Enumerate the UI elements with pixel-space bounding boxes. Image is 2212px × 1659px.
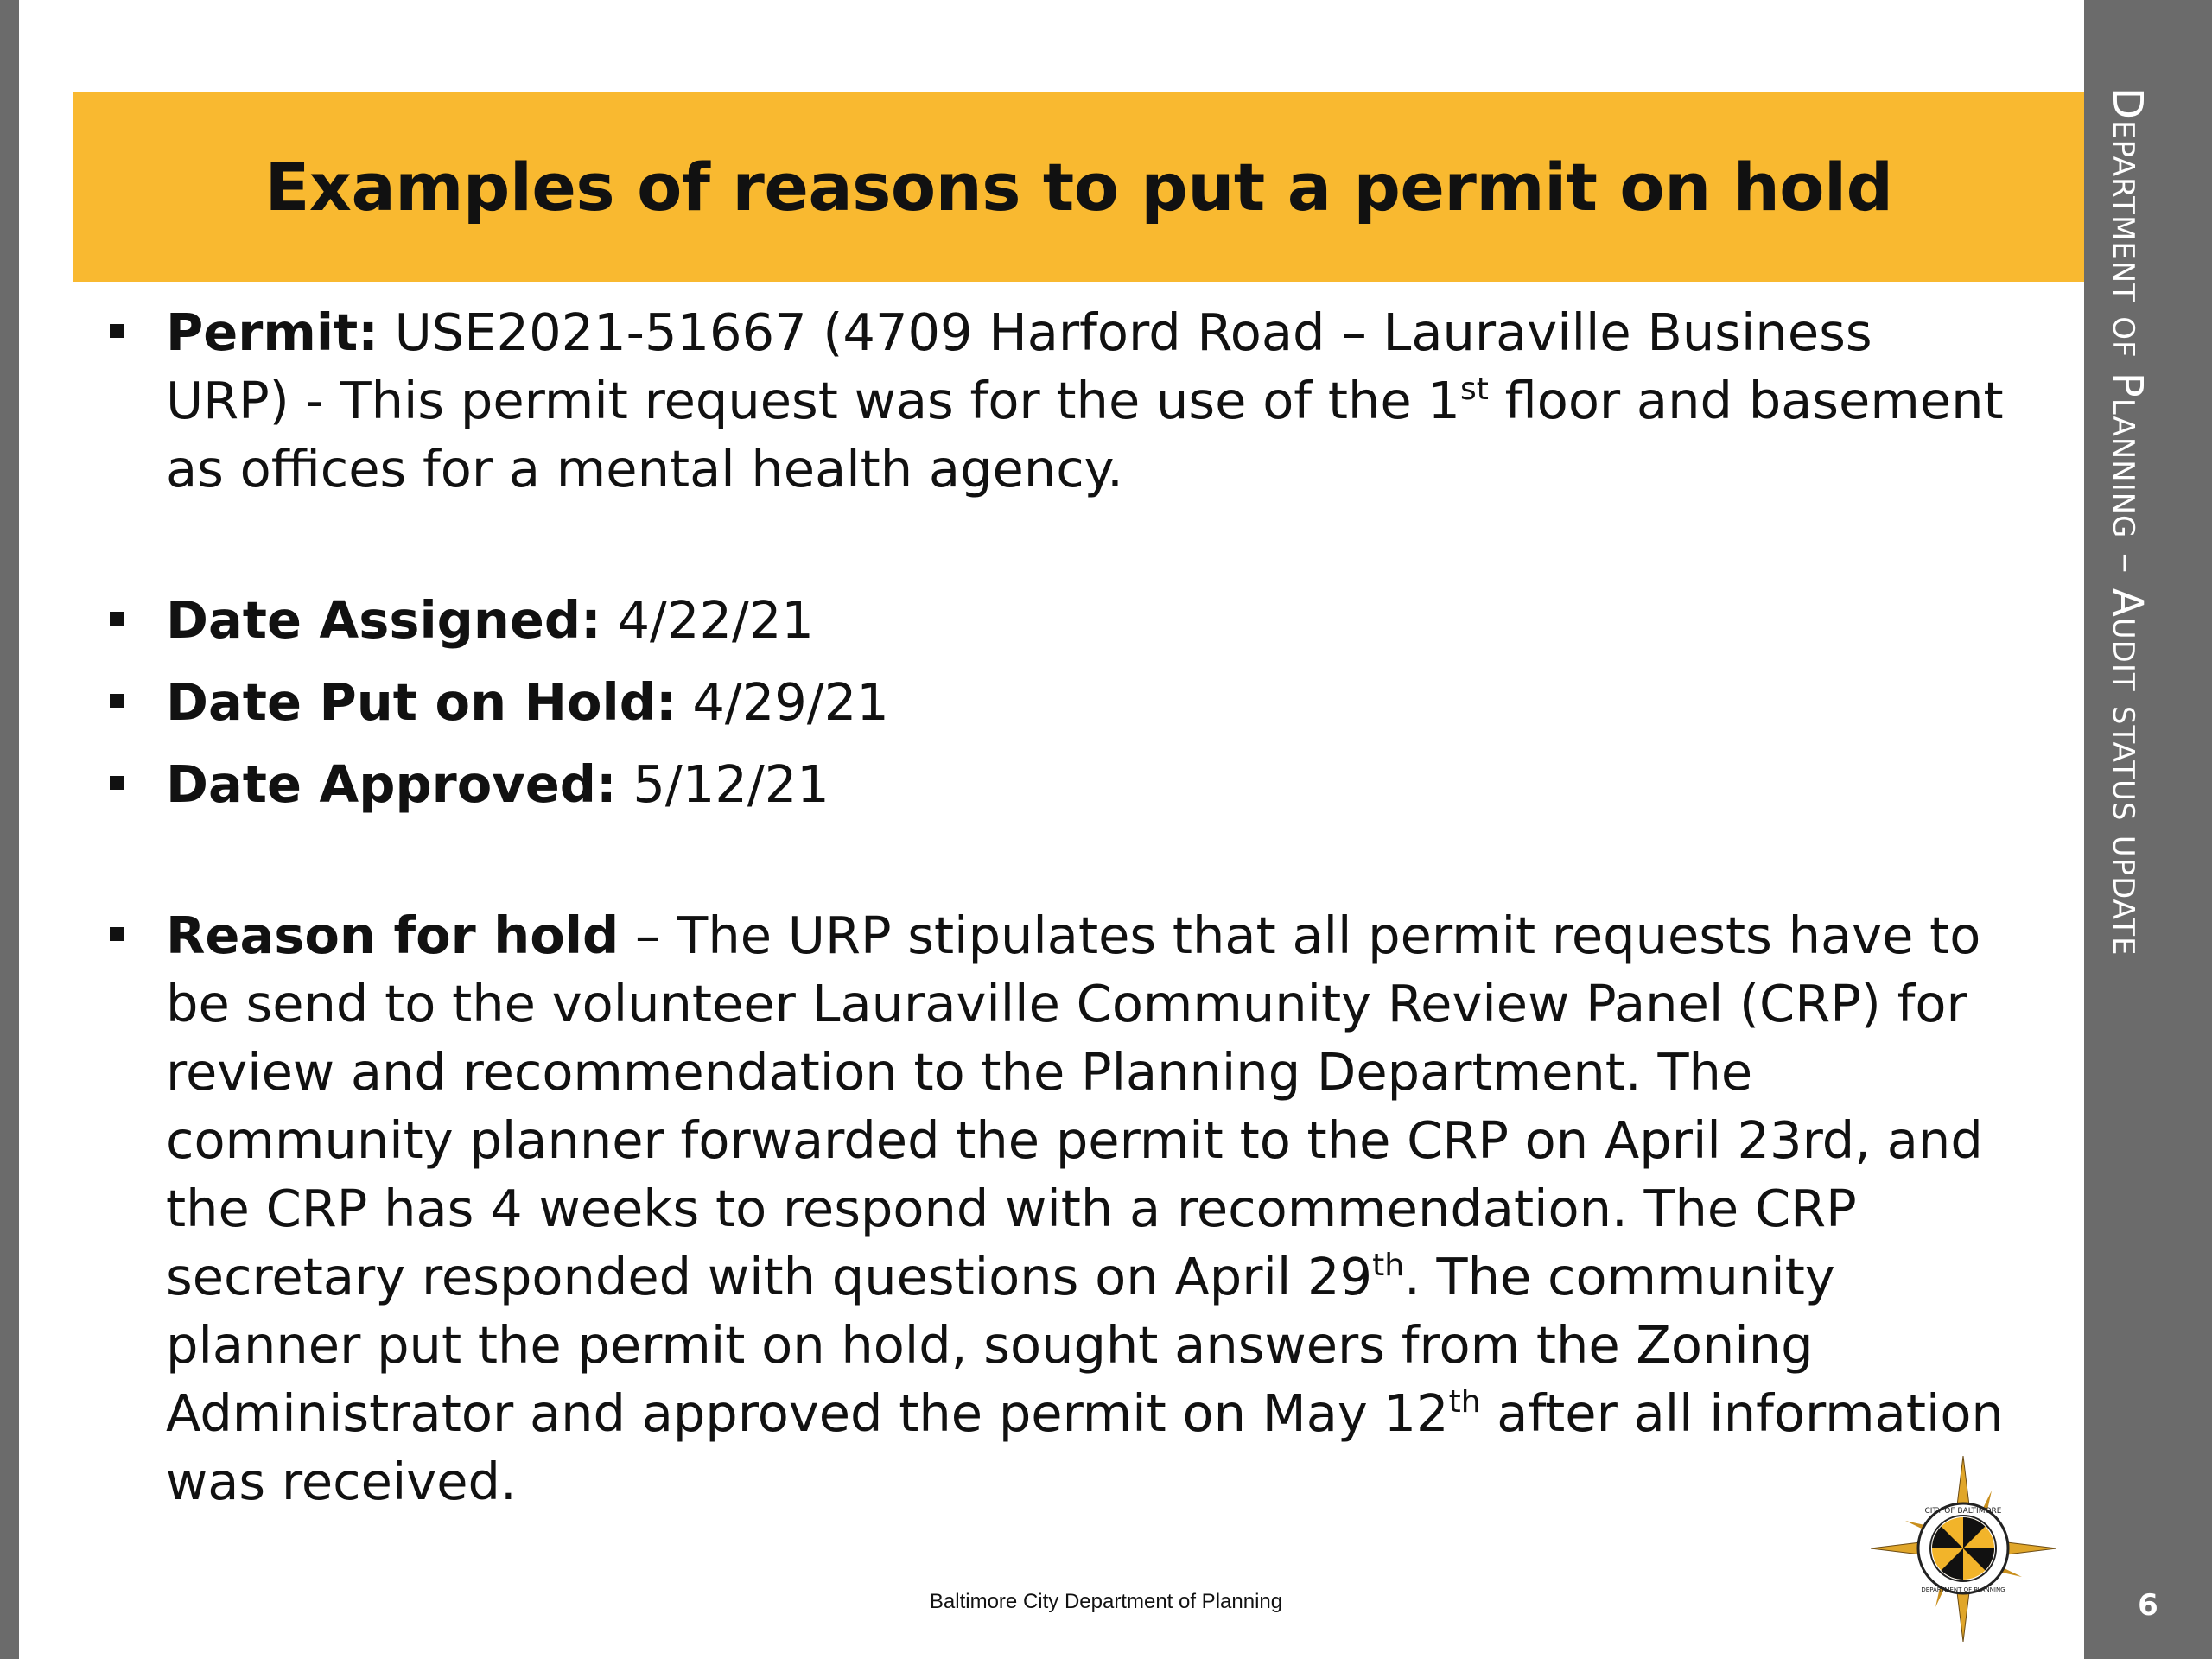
permit-text-b: floor and basement as offices for a mental health agency. bbox=[166, 371, 2004, 499]
permit-label: Permit: bbox=[166, 302, 378, 362]
permit-text-a: USE2021-51667 (4709 Harford Road – Lauraville Business URP) - This permit request was for the use of the 1 bbox=[166, 302, 1872, 430]
city-seal-compass-icon bbox=[1871, 1456, 2056, 1642]
side-title: Department of Planning – Audit status update bbox=[2103, 87, 2152, 957]
date-approved-value: 5/12/21 bbox=[616, 754, 830, 814]
title-bar bbox=[73, 92, 2084, 282]
footer-text: Baltimore City Department of Planning bbox=[929, 1590, 1283, 1613]
reason-label: Reason for hold bbox=[166, 906, 620, 965]
date-hold-value: 4/29/21 bbox=[676, 672, 889, 732]
svg-text:DEPARTMENT OF PLANNING: DEPARTMENT OF PLANNING bbox=[1921, 1586, 2005, 1593]
reason-sup-a: th bbox=[1372, 1248, 1405, 1283]
bullet-marker bbox=[110, 694, 124, 708]
reason-text-b: . The community planner put the permit on hold, sought answers from the Zoning Administrator and approved the permit on May 12 bbox=[166, 1247, 1835, 1443]
bullet-date-approved bbox=[102, 750, 2012, 818]
svg-text:CITY OF BALTIMORE: CITY OF BALTIMORE bbox=[1924, 1507, 2002, 1516]
date-hold-label: Date Put on Hold: bbox=[166, 672, 677, 732]
page-number: 6 bbox=[2138, 1588, 2158, 1623]
reason-sup-b: th bbox=[1448, 1384, 1481, 1420]
reason-text-a: – The URP stipulates that all permit requests have to be send to the volunteer Lauraville Community Review Panel (CRP) for review and recommendation to the Planning Department. The community planner forwarded the permit to the CRP on April 23rd, and the CRP has 4 weeks to respond with a recommendation. The CRP secretary responded with questions on April 29 bbox=[166, 906, 1983, 1306]
bullet-date-hold bbox=[102, 668, 2012, 736]
date-assigned-label: Date Assigned: bbox=[166, 590, 601, 650]
bullet-reason bbox=[102, 901, 2012, 1516]
bullet-marker bbox=[110, 776, 124, 790]
left-edge-stripe bbox=[0, 0, 19, 1659]
bullet-list bbox=[102, 298, 2012, 1516]
date-assigned-value: 4/22/21 bbox=[601, 590, 814, 650]
bullet-marker bbox=[110, 324, 124, 338]
reason-text-c: after all information was received. bbox=[166, 1383, 2004, 1511]
date-approved-label: Date Approved: bbox=[166, 754, 617, 814]
bullet-marker bbox=[110, 927, 124, 941]
bullet-marker bbox=[110, 612, 124, 626]
bullet-date-assigned bbox=[102, 586, 2012, 654]
permit-sup: st bbox=[1459, 372, 1489, 407]
slide-title: Examples of reasons to put a permit on hold bbox=[264, 148, 1893, 226]
bullet-permit bbox=[102, 298, 2012, 503]
